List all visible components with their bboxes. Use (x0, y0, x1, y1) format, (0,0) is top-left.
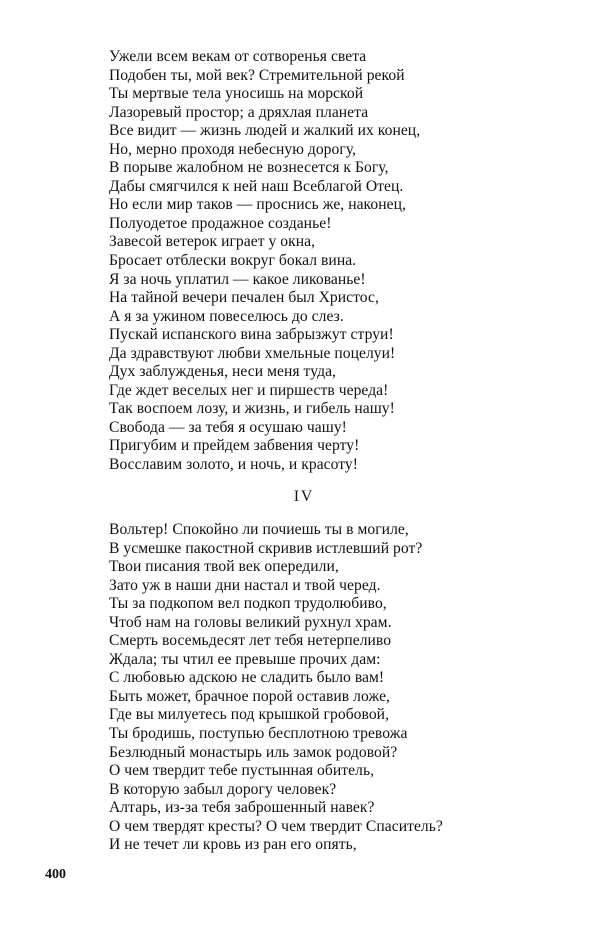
poem-line: Ужели всем векам от сотворенья света (109, 48, 367, 65)
poem-line: О чем твердят кресты? О чем твердит Спаситель? (109, 817, 443, 835)
poem-line: Но, мерно проходя небесную дорогу, (109, 140, 357, 158)
poem-stanza (109, 48, 420, 475)
poem-line: Ты бродишь, поступью бесплотною тревожа (109, 725, 408, 743)
poem-line: Я за ночь уплатил — какое ликованье! (109, 270, 366, 288)
section-number: IV (293, 488, 315, 505)
poem-line: Безлюдный монастырь иль замок родовой? (109, 743, 398, 761)
poem-line: О чем твердит тебе пустынная обитель, (109, 762, 375, 780)
poem-line: С любовью адскою не сладить было вам! (109, 669, 385, 687)
poem-line: Пускай испанского вина забрызжут струи! (109, 326, 394, 344)
poem-line: И не течет ли кровь из ран его опять, (109, 836, 357, 854)
page-number: 400 (45, 867, 66, 882)
poem-line: Свобода — за тебя я осушаю чашу! (109, 418, 347, 436)
poem-line: В порыве жалобном не вознесется к Богу, (109, 159, 389, 177)
poem-line: Все видит — жизнь людей и жалкий их конец, (109, 122, 421, 140)
poem-line: Зато уж в наши дни настал и твой черед. (109, 576, 381, 594)
poem-line: Смерть восемьдесят лет тебя нетерпеливо (109, 632, 392, 650)
poem-line: Подобен ты, мой век? Стремительной рекой (109, 66, 405, 84)
poem-line: Завесой ветерок играет у окна, (109, 233, 316, 251)
poem-line: Вольтер! Спокойно ли почиешь ты в могиле, (109, 521, 409, 538)
poem-line: Где вы милуетесь под крышкой гробовой, (109, 706, 390, 724)
poem-line: А я за ужином повеселюсь до слез. (109, 307, 344, 325)
poem-line: Твои писания твой век опередили, (109, 558, 339, 576)
poem-line: Чтоб нам на головы великий рухнул храм. (109, 613, 392, 631)
poem-line: В которую забыл дорогу человек? (109, 780, 337, 798)
poem-line: В усмешке пакостной скривив истлевший рот? (109, 539, 423, 557)
poem-line: Ты за подкопом вел подкоп трудолюбиво, (109, 595, 387, 613)
poem-line: Дабы смягчился к ней наш Всеблагой Отец. (109, 177, 404, 195)
poem-line: Да здравствуют любви хмельные поцелуи! (109, 344, 396, 362)
poem-line: Быть может, брачное порой оставив ложе, (109, 687, 390, 705)
poem-line: Ты мертвые тела уносишь на морской (109, 85, 364, 103)
poem-line: Но если мир таков — проснись же, наконец, (109, 196, 406, 214)
poem-line: Так воспоем лозу, и жизнь, и гибель нашу! (109, 400, 395, 418)
poem-line: На тайной вечери печален был Христос, (109, 289, 379, 307)
poem-line: Алтарь, из-за тебя заброшенный навек? (109, 799, 375, 817)
poem-line: Пригубим и прейдем забвения черту! (109, 437, 360, 455)
poem-line: Восславим золото, и ночь, и красоту! (109, 456, 359, 474)
poem-stanza (109, 521, 443, 855)
poem-line: Полуодетое продажное созданье! (109, 214, 332, 232)
poem-line: Ждала; ты чтил ее превыше прочих дам: (109, 650, 381, 668)
poem-line: Где ждет веселых нег и пиршеств череда! (109, 381, 389, 399)
poem-line: Бросает отблески вокруг бокал вина. (109, 252, 357, 270)
poem-line: Лазоревый простор; а дряхлая планета (109, 103, 369, 121)
poem-line: Дух заблужденья, неси меня туда, (109, 363, 336, 381)
